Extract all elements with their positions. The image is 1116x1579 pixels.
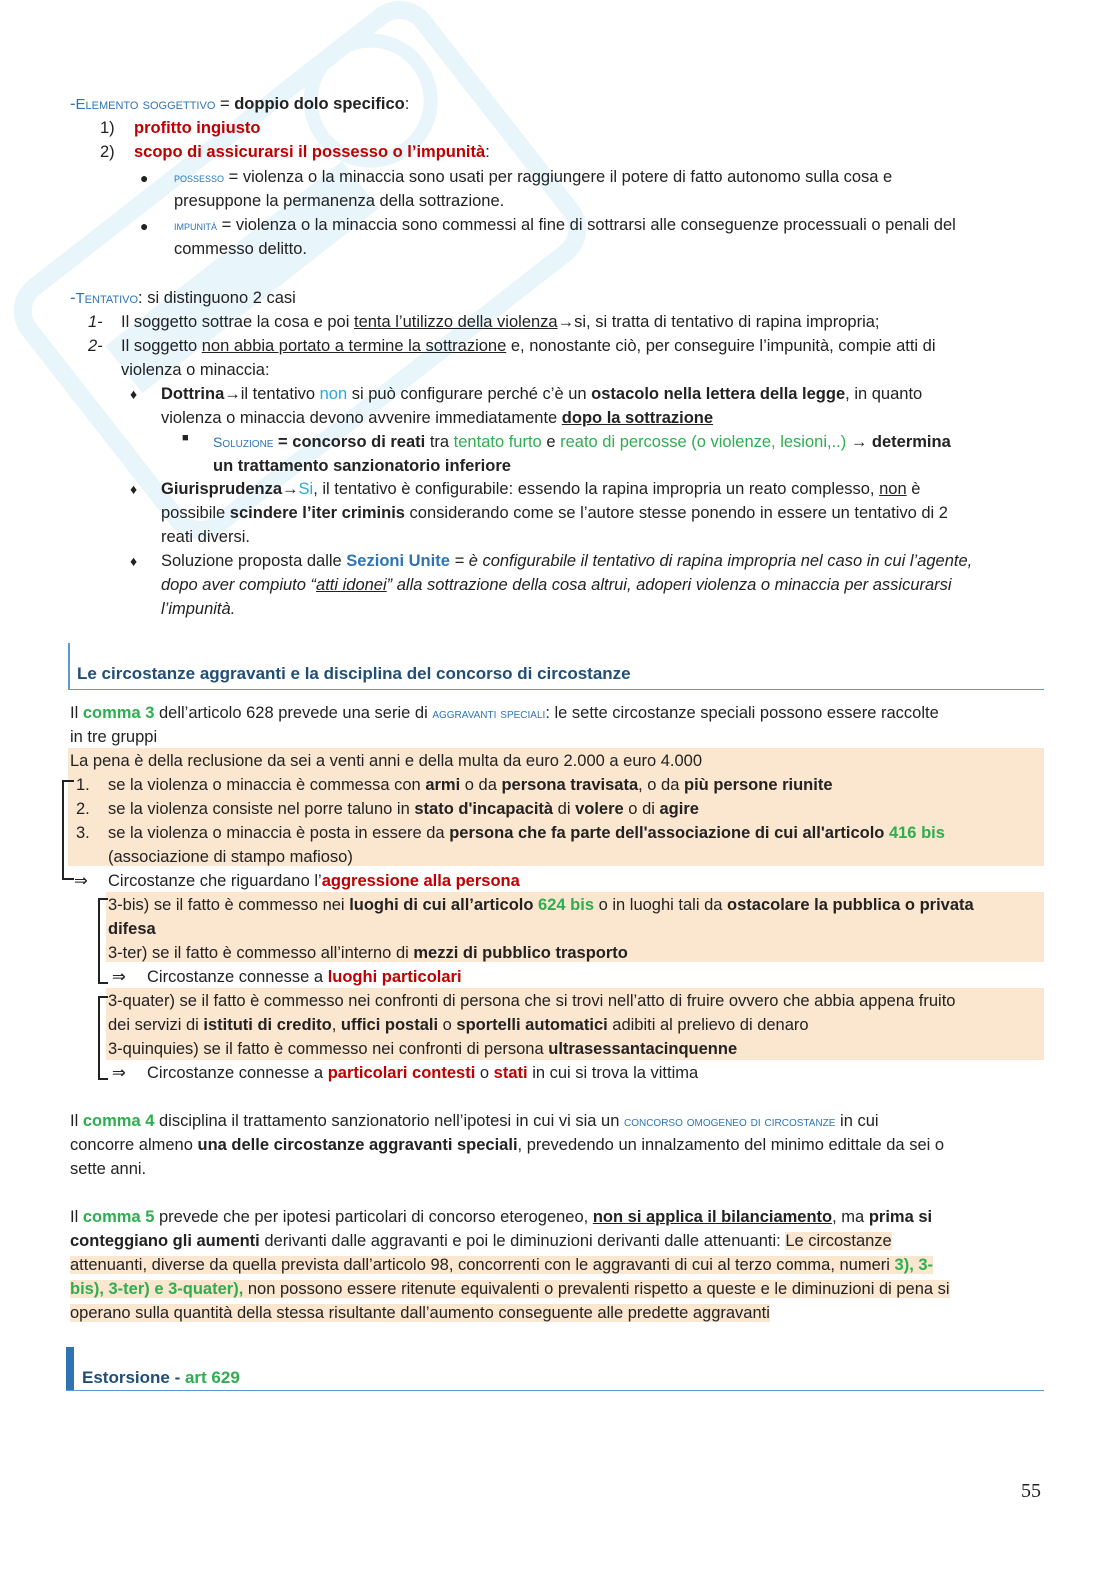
soggettivo-heading: -Elemento soggettivo = doppio dolo specifico: — [70, 95, 410, 113]
pena-text: La pena è della reclusione da sei a venti anni e della multa da euro 2.000 a euro 4.000 — [70, 752, 703, 770]
soluzione-text: Soluzione = concorso di reati tra tentato furto e reato di percosse (o violenze, lesioni,..) → determina — [213, 433, 951, 451]
list-number: 3. — [76, 824, 90, 842]
heading-bar — [68, 643, 70, 689]
aggravante-3quater-cont: dei servizi di istituti di credito, uffici postali o sportelli automatici adibiti al prelievo di denaro — [108, 1016, 809, 1034]
impunita-text: impunità = violenza o la minaccia sono commessi al fine di sottrarsi alle conseguenze processuali o penali del — [174, 216, 956, 234]
section-heading-estorsione: Estorsione - art 629 — [82, 1368, 240, 1387]
case-2-text-cont: violenza o minaccia: — [121, 361, 270, 379]
impunita-text-cont: commesso delitto. — [174, 240, 307, 258]
aggravante-3bis-cont: difesa — [108, 920, 156, 938]
square-bullet-icon: ■ — [182, 432, 189, 444]
dottrina-text-cont: violenza o minaccia devono avvenire immediatamente dopo la sottrazione — [161, 409, 714, 427]
dottrina-text: Dottrina→il tentativo non si può configurare perché c’è un ostacolo nella lettera della legge, in quanto — [161, 385, 923, 403]
comma5-text-cont: conteggiano gli aumenti derivanti dalle aggravanti e poi le diminuzioni derivanti dalle attenuanti: Le circostanze — [70, 1232, 892, 1250]
tentativo-heading: -Tentativo: si distinguono 2 casi — [70, 289, 296, 307]
group-1-label: Circostanze che riguardano l’aggressione alla persona — [108, 872, 520, 890]
section-heading-circostanze: Le circostanze aggravanti e la disciplina del concorso di circostanze — [77, 664, 631, 683]
diamond-bullet-icon: ♦ — [130, 553, 138, 569]
list-number: 1. — [76, 776, 90, 794]
giurisprudenza-text: Giurisprudenza→Si, il tentativo è configurabile: essendo la rapina impropria un reato complesso, non è — [161, 480, 921, 498]
aggravante-3quater: 3-quater) se il fatto è commesso nei confronti di persona che si trovi nell’atto di fruire ovvero che abbia appena fruito — [108, 992, 956, 1010]
comma3-text: Il comma 3 dell’articolo 628 prevede una serie di aggravanti speciali: le sette circostanze speciali possono essere raccolte — [70, 704, 939, 722]
diamond-bullet-icon: ♦ — [130, 481, 138, 497]
case-1-text: Il soggetto sottrae la cosa e poi tenta l’utilizzo della violenza→si, si tratta di tentativo di rapina impropria; — [121, 313, 880, 331]
comma4-text-cont: concorre almeno una delle circostanze aggravanti speciali, prevedendo un innalzamento del minimo edittale da sei o — [70, 1136, 945, 1154]
sezioni-unite-text-cont: dopo aver compiuto “atti idonei” alla sottrazione della cosa altrui, adoperi violenza o minaccia per assicurarsi — [161, 576, 952, 594]
bullet-icon: ● — [140, 170, 149, 186]
implies-arrow-icon: ⇒ — [112, 1064, 126, 1082]
comma4-text-cont: sette anni. — [70, 1160, 147, 1178]
possesso-text: possesso = violenza o la minaccia sono usati per raggiungere il potere di fatto autonomo sulla cosa e — [174, 168, 893, 186]
heading-bar — [66, 1347, 74, 1390]
list-item-text: profitto ingiusto — [134, 119, 261, 137]
list-number: 2. — [76, 800, 90, 818]
heading-rule — [68, 689, 1044, 690]
comma3-text-cont: in tre gruppi — [70, 728, 158, 746]
sezioni-unite-text-cont: l’impunità. — [161, 600, 236, 618]
case-2-text: Il soggetto non abbia portato a termine la sottrazione e, nonostante ciò, per conseguire l’impunità, compie atti di — [121, 337, 936, 355]
aggravante-3ter: 3-ter) se il fatto è commesso all’interno di mezzi di pubblico trasporto — [108, 944, 628, 962]
heading-rule — [66, 1390, 1044, 1391]
implies-arrow-icon: ⇒ — [112, 968, 126, 986]
comma5-text: Il comma 5 prevede che per ipotesi particolari di concorso eterogeneo, non si applica il bilanciamento, ma prima si — [70, 1208, 933, 1226]
comma5-text-cont: bis), 3-ter) e 3-quater), non possono essere ritenute equivalenti o prevalenti rispetto a queste e le diminuzioni di pena si — [70, 1280, 950, 1298]
case-number: 1- — [88, 313, 103, 331]
soluzione-text-cont: un trattamento sanzionatorio inferiore — [213, 457, 511, 475]
list-item: 2) — [100, 143, 115, 161]
aggravante-3-cont: (associazione di stampo mafioso) — [108, 848, 353, 866]
aggravante-1: se la violenza o minaccia è commessa con armi o da persona travisata, o da più persone riunite — [108, 776, 833, 794]
list-item: 1) — [100, 119, 115, 137]
giurisprudenza-text-cont: possibile scindere l’iter criminis considerando come se l’autore stesse ponendo in essere un tentativo di 2 — [161, 504, 948, 522]
aggravante-2: se la violenza consiste nel porre taluno in stato d'incapacità di volere o di agire — [108, 800, 699, 818]
group-bracket — [98, 898, 108, 984]
bullet-icon: ● — [140, 218, 149, 234]
group-2-label: Circostanze connesse a luoghi particolari — [147, 968, 462, 986]
comma4-text: Il comma 4 disciplina il trattamento sanzionatorio nell’ipotesi in cui vi sia un concorso omogeneo di circostanze in cui — [70, 1112, 879, 1130]
case-number: 2- — [88, 337, 103, 355]
group-bracket — [62, 780, 74, 880]
sezioni-unite-text: Soluzione proposta dalle Sezioni Unite = è configurabile il tentativo di rapina impropria nel caso in cui l’agente, — [161, 552, 973, 570]
diamond-bullet-icon: ♦ — [130, 386, 138, 402]
group-3-label: Circostanze connesse a particolari contesti o stati in cui si trova la vittima — [147, 1064, 699, 1082]
list-item-text: scopo di assicurarsi il possesso o l’impunità: — [134, 143, 490, 161]
giurisprudenza-text-cont: reati diversi. — [161, 528, 250, 546]
page-number: 55 — [1021, 1480, 1041, 1502]
aggravante-3quinquies: 3-quinquies) se il fatto è commesso nei confronti di persona ultrasessantacinquenne — [108, 1040, 738, 1058]
comma5-text-cont: attenuanti, diverse da quella prevista dall’articolo 98, concorrenti con le aggravanti di cui al terzo comma, numeri 3), 3- — [70, 1256, 934, 1274]
implies-arrow-icon: ⇒ — [74, 872, 88, 890]
aggravante-3bis: 3-bis) se il fatto è commesso nei luoghi di cui all’articolo 624 bis o in luoghi tali da ostacolare la pubblica o privata — [108, 896, 974, 914]
group-bracket — [98, 996, 108, 1080]
comma5-text-cont: operano sulla quantità della stessa risultante dall’aumento conseguente alle predette aggravanti — [70, 1304, 770, 1322]
aggravante-3: se la violenza o minaccia è posta in essere da persona che fa parte dell'associazione di cui all'articolo 416 bis — [108, 824, 945, 842]
possesso-text-cont: presuppone la permanenza della sottrazione. — [174, 192, 505, 210]
